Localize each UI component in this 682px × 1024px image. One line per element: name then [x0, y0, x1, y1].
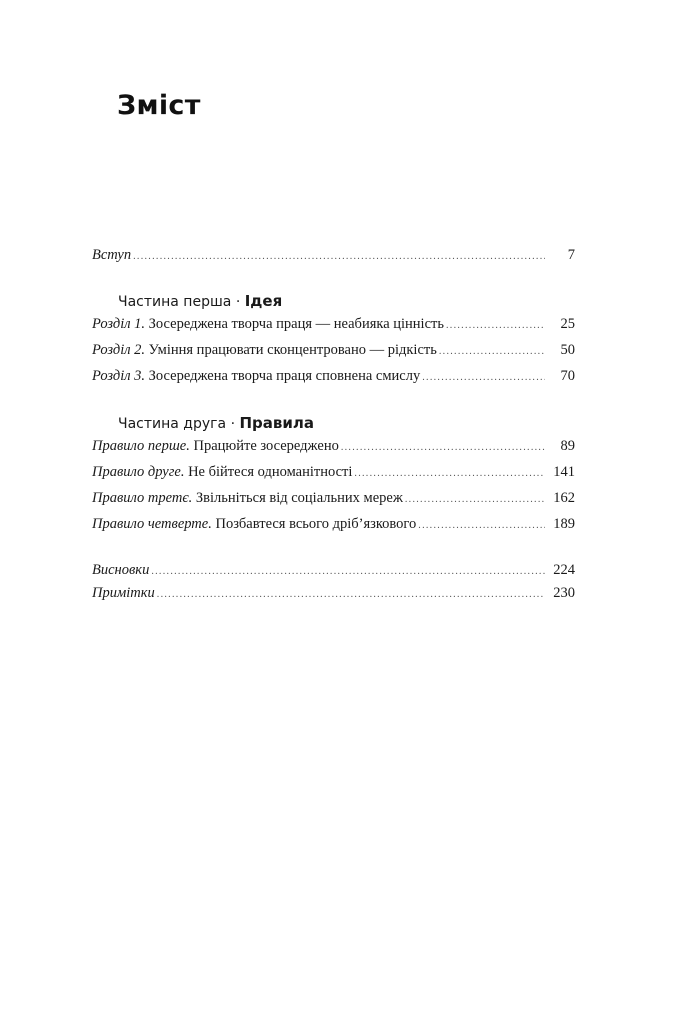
entry-text: Позбавтеся всього дріб’язкового	[211, 516, 417, 532]
page-number: 224	[553, 562, 575, 578]
entry-label	[92, 463, 352, 482]
toc-entry-rule-2[interactable]	[92, 463, 575, 482]
toc-entry-chapter-2[interactable]	[92, 341, 575, 360]
entry-lead: Примітки	[92, 585, 155, 601]
entry-lead: Правило третє.	[92, 490, 193, 506]
entry-lead: Правило перше.	[92, 438, 190, 454]
page-number: 7	[567, 247, 575, 263]
toc-entry-notes[interactable]	[92, 584, 575, 603]
page-number: 50	[560, 342, 575, 358]
page-title: Зміст	[117, 90, 201, 121]
page-number: 230	[553, 585, 575, 601]
entry-label	[92, 315, 444, 334]
entry-label	[92, 489, 403, 508]
entry-lead: Розділ 2.	[92, 342, 146, 358]
dot-leader	[446, 315, 545, 335]
entry-label	[92, 515, 416, 534]
entry-lead: Висновки	[92, 562, 150, 578]
page-number: 70	[560, 368, 575, 384]
dot-leader	[422, 367, 545, 387]
dot-leader	[341, 437, 545, 457]
entry-lead: Вступ	[92, 247, 132, 263]
page-number: 162	[553, 490, 575, 506]
page-number: 25	[560, 316, 575, 332]
dot-leader	[354, 463, 545, 483]
dot-leader	[151, 561, 545, 581]
entry-text: Не бійтеся одноманітності	[184, 464, 353, 480]
page-number: 89	[560, 438, 575, 454]
entry-label	[92, 341, 437, 360]
page-number: 141	[553, 464, 575, 480]
toc-entry-conclusions[interactable]	[92, 561, 575, 580]
toc-entry-chapter-3[interactable]	[92, 367, 575, 386]
toc-entry-rule-4[interactable]	[92, 515, 575, 534]
dot-leader	[418, 515, 545, 535]
entry-lead: Розділ 1.	[92, 316, 146, 332]
entry-lead: Правило друге.	[92, 464, 185, 480]
entry-text: Працюйте зосереджено	[189, 438, 339, 454]
part-prefix: Частина перша	[118, 294, 232, 310]
entry-label	[92, 437, 339, 456]
part-separator: ·	[235, 294, 241, 310]
entry-label	[92, 561, 149, 580]
part-name: Ідея	[244, 292, 283, 310]
dot-leader	[157, 584, 545, 604]
entry-text: Зосереджена творча праця сповнена смислу	[145, 368, 421, 384]
entry-label	[92, 584, 155, 603]
part-prefix: Частина друга	[118, 416, 227, 432]
page-number: 189	[553, 516, 575, 532]
dot-leader	[133, 246, 545, 266]
part-name: Правила	[239, 414, 314, 432]
toc-entry-intro[interactable]	[92, 246, 575, 265]
entry-lead: Правило четверте.	[92, 516, 212, 532]
entry-text: Уміння працювати сконцентровано — рідкість	[145, 342, 437, 358]
entry-text: Зосереджена творча праця — неабияка цінність	[145, 316, 444, 332]
dot-leader	[405, 489, 545, 509]
entry-lead: Розділ 3.	[92, 368, 146, 384]
toc-entry-rule-1[interactable]	[92, 437, 575, 456]
part-heading-2	[118, 413, 575, 433]
toc-entry-chapter-1[interactable]	[92, 315, 575, 334]
part-separator: ·	[230, 416, 236, 432]
part-heading-1	[118, 291, 575, 311]
table-of-contents	[92, 246, 575, 603]
dot-leader	[439, 341, 545, 361]
entry-label	[92, 367, 420, 386]
entry-text: Звільніться від соціальних мереж	[192, 490, 403, 506]
toc-entry-rule-3[interactable]	[92, 489, 575, 508]
entry-label	[92, 246, 131, 265]
